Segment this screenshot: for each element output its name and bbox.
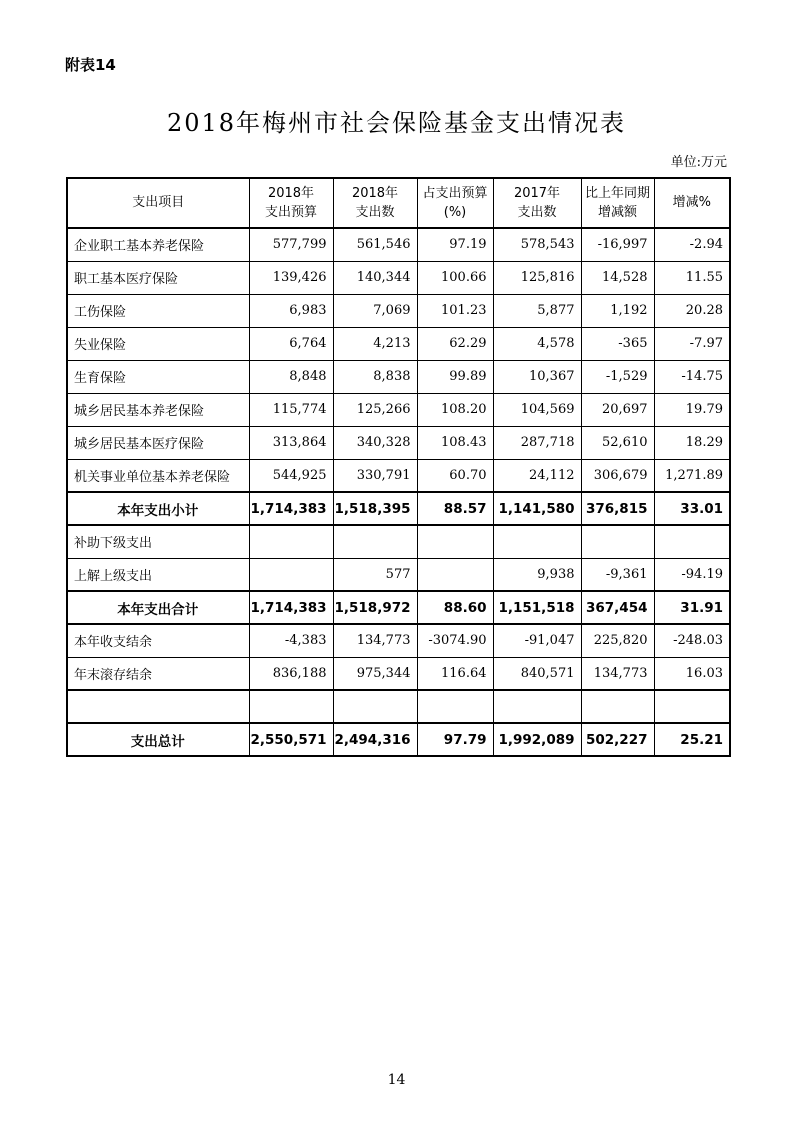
column-header-actual-2017 <box>493 178 581 228</box>
expenditure-item-cell: 失业保险 <box>67 327 249 360</box>
value-cell: 544,925 <box>249 459 333 492</box>
column-header-line: 支出项目 <box>132 195 185 211</box>
column-header-budget-2018 <box>249 178 333 228</box>
value-cell: 20,697 <box>581 393 654 426</box>
value-cell: 1,518,972 <box>333 591 417 624</box>
value-cell: 134,773 <box>581 657 654 690</box>
table-row <box>67 492 730 525</box>
table-body <box>67 228 730 756</box>
value-cell: 367,454 <box>581 591 654 624</box>
table-row <box>67 360 730 393</box>
value-cell: 125,816 <box>493 261 581 294</box>
column-header-line: 占支出预算 <box>422 185 488 201</box>
unit-label: 单位:万元 <box>670 155 727 170</box>
value-cell: 125,266 <box>333 393 417 426</box>
table-row <box>67 261 730 294</box>
table-row <box>67 723 730 756</box>
value-cell: -248.03 <box>654 624 730 657</box>
value-cell: 313,864 <box>249 426 333 459</box>
value-cell: 115,774 <box>249 393 333 426</box>
value-cell: 1,992,089 <box>493 723 581 756</box>
value-cell: 139,426 <box>249 261 333 294</box>
expenditure-item-cell: 生育保险 <box>67 360 249 393</box>
value-cell: -2.94 <box>654 228 730 261</box>
value-cell: 99.89 <box>417 360 493 393</box>
table-row <box>67 558 730 591</box>
value-cell: 1,714,383 <box>249 492 333 525</box>
value-cell: 97.79 <box>417 723 493 756</box>
value-cell: 52,610 <box>581 426 654 459</box>
value-cell: 330,791 <box>333 459 417 492</box>
value-cell: 24,112 <box>493 459 581 492</box>
table-row <box>67 624 730 657</box>
table-row <box>67 294 730 327</box>
column-header-pct-of-budget <box>417 178 493 228</box>
expenditure-item-cell: 支出总计 <box>67 723 249 756</box>
value-cell <box>654 690 730 723</box>
value-cell: 116.64 <box>417 657 493 690</box>
value-cell: 1,141,580 <box>493 492 581 525</box>
table-header-row <box>67 178 730 228</box>
column-header-line: 增减% <box>672 195 711 211</box>
expenditure-item-cell: 本年收支结余 <box>67 624 249 657</box>
value-cell: 31.91 <box>654 591 730 624</box>
value-cell: 108.43 <box>417 426 493 459</box>
expenditure-item-cell: 本年支出小计 <box>67 492 249 525</box>
value-cell: 840,571 <box>493 657 581 690</box>
value-cell: 975,344 <box>333 657 417 690</box>
value-cell <box>493 525 581 558</box>
value-cell: 88.57 <box>417 492 493 525</box>
expenditure-item-cell: 城乡居民基本医疗保险 <box>67 426 249 459</box>
column-header-line: (%) <box>443 205 467 220</box>
value-cell: 104,569 <box>493 393 581 426</box>
value-cell <box>581 525 654 558</box>
column-header-line: 支出数 <box>355 205 395 220</box>
value-cell: 561,546 <box>333 228 417 261</box>
value-cell: 60.70 <box>417 459 493 492</box>
expenditure-item-cell: 企业职工基本养老保险 <box>67 228 249 261</box>
value-cell: -3074.90 <box>417 624 493 657</box>
column-header-item <box>67 178 249 228</box>
column-header-change-pct <box>654 178 730 228</box>
value-cell: 14,528 <box>581 261 654 294</box>
table-row <box>67 657 730 690</box>
value-cell: 1,151,518 <box>493 591 581 624</box>
value-cell: 4,578 <box>493 327 581 360</box>
value-cell <box>417 525 493 558</box>
value-cell <box>249 525 333 558</box>
value-cell: 11.55 <box>654 261 730 294</box>
page-number: 14 <box>387 1072 406 1088</box>
value-cell: 306,679 <box>581 459 654 492</box>
value-cell <box>654 525 730 558</box>
value-cell: 33.01 <box>654 492 730 525</box>
value-cell: 577 <box>333 558 417 591</box>
expenditure-item-cell: 职工基本医疗保险 <box>67 261 249 294</box>
table-row <box>67 426 730 459</box>
table-row <box>67 690 730 723</box>
value-cell: -9,361 <box>581 558 654 591</box>
value-cell: 7,069 <box>333 294 417 327</box>
value-cell <box>333 525 417 558</box>
value-cell: 836,188 <box>249 657 333 690</box>
value-cell: 134,773 <box>333 624 417 657</box>
value-cell: 100.66 <box>417 261 493 294</box>
value-cell: 1,518,395 <box>333 492 417 525</box>
value-cell: 502,227 <box>581 723 654 756</box>
page-title: 2018年梅州市社会保险基金支出情况表 <box>166 109 627 137</box>
expenditure-item-cell <box>67 690 249 723</box>
value-cell: 140,344 <box>333 261 417 294</box>
value-cell: 97.19 <box>417 228 493 261</box>
appendix-label: 附表14 <box>65 56 116 74</box>
value-cell <box>417 690 493 723</box>
value-cell: 376,815 <box>581 492 654 525</box>
value-cell: 578,543 <box>493 228 581 261</box>
expenditure-item-cell: 工伤保险 <box>67 294 249 327</box>
value-cell: -4,383 <box>249 624 333 657</box>
expenditure-item-cell: 机关事业单位基本养老保险 <box>67 459 249 492</box>
value-cell: -7.97 <box>654 327 730 360</box>
value-cell: 225,820 <box>581 624 654 657</box>
value-cell: 5,877 <box>493 294 581 327</box>
value-cell: 2,494,316 <box>333 723 417 756</box>
expenditure-item-cell: 上解上级支出 <box>67 558 249 591</box>
value-cell: 88.60 <box>417 591 493 624</box>
column-header-line: 2018年 <box>267 185 315 201</box>
column-header-line: 支出数 <box>517 205 557 220</box>
table-row <box>67 591 730 624</box>
column-header-line: 2018年 <box>351 185 399 201</box>
expenditure-table <box>66 177 731 757</box>
value-cell <box>417 558 493 591</box>
value-cell: 18.29 <box>654 426 730 459</box>
value-cell: -14.75 <box>654 360 730 393</box>
value-cell: 6,764 <box>249 327 333 360</box>
expenditure-item-cell: 补助下级支出 <box>67 525 249 558</box>
value-cell: 1,271.89 <box>654 459 730 492</box>
value-cell <box>581 690 654 723</box>
value-cell <box>249 690 333 723</box>
value-cell: -1,529 <box>581 360 654 393</box>
value-cell: 19.79 <box>654 393 730 426</box>
value-cell: 10,367 <box>493 360 581 393</box>
column-header-yoy-change <box>581 178 654 228</box>
value-cell: 8,838 <box>333 360 417 393</box>
value-cell <box>249 558 333 591</box>
value-cell: 25.21 <box>654 723 730 756</box>
table-row <box>67 393 730 426</box>
value-cell: 6,983 <box>249 294 333 327</box>
value-cell: -94.19 <box>654 558 730 591</box>
value-cell <box>493 690 581 723</box>
column-header-line: 比上年同期 <box>584 185 650 201</box>
value-cell: 2,550,571 <box>249 723 333 756</box>
value-cell: -365 <box>581 327 654 360</box>
value-cell: -16,997 <box>581 228 654 261</box>
column-header-line: 增减额 <box>597 205 637 220</box>
value-cell: 16.03 <box>654 657 730 690</box>
expenditure-item-cell: 本年支出合计 <box>67 591 249 624</box>
table-row <box>67 525 730 558</box>
value-cell: 577,799 <box>249 228 333 261</box>
value-cell: 287,718 <box>493 426 581 459</box>
value-cell: 1,192 <box>581 294 654 327</box>
value-cell: -91,047 <box>493 624 581 657</box>
value-cell: 62.29 <box>417 327 493 360</box>
table-row <box>67 459 730 492</box>
expenditure-item-cell: 城乡居民基本养老保险 <box>67 393 249 426</box>
value-cell: 340,328 <box>333 426 417 459</box>
value-cell: 101.23 <box>417 294 493 327</box>
column-header-line: 支出预算 <box>264 205 317 220</box>
value-cell: 1,714,383 <box>249 591 333 624</box>
value-cell: 8,848 <box>249 360 333 393</box>
value-cell: 108.20 <box>417 393 493 426</box>
table-row <box>67 327 730 360</box>
value-cell <box>333 690 417 723</box>
column-header-line: 2017年 <box>513 185 561 201</box>
column-header-actual-2018 <box>333 178 417 228</box>
value-cell: 4,213 <box>333 327 417 360</box>
value-cell: 20.28 <box>654 294 730 327</box>
table-row <box>67 228 730 261</box>
value-cell: 9,938 <box>493 558 581 591</box>
expenditure-item-cell: 年末滚存结余 <box>67 657 249 690</box>
